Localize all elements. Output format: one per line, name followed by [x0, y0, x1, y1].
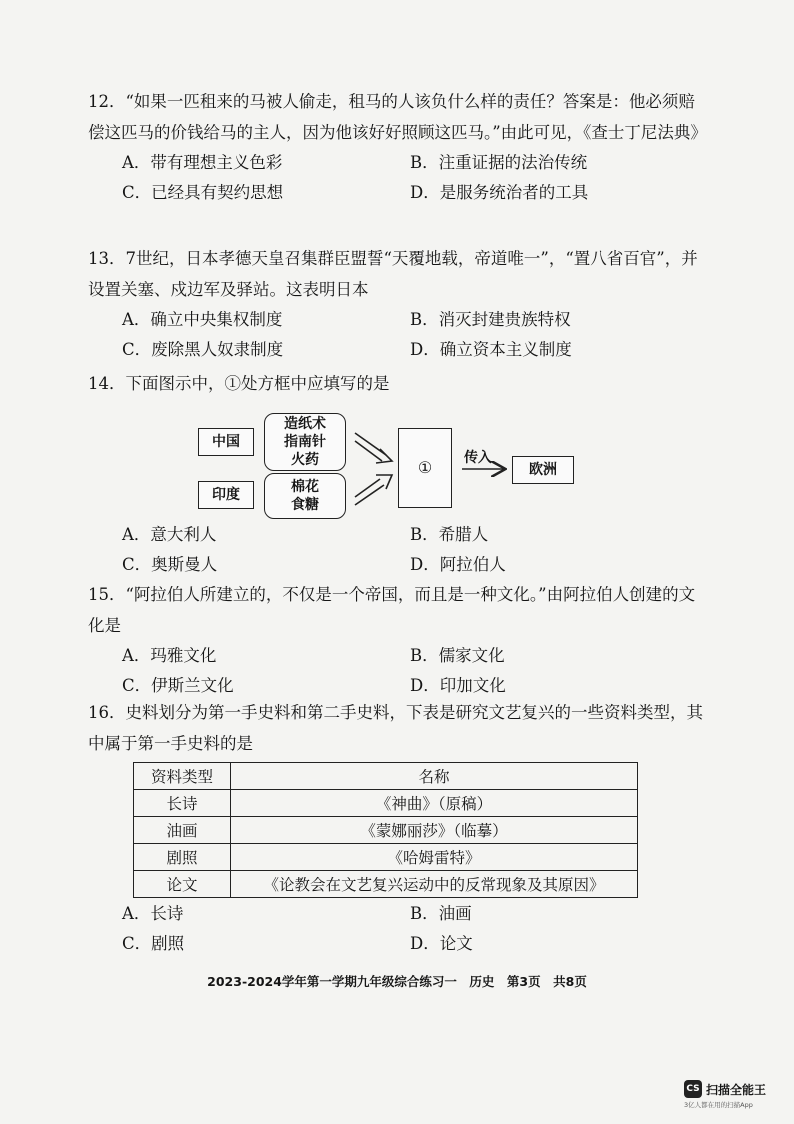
question-15-stem: 15．“阿拉伯人所建立的，不仅是一个帝国，而且是一种文化。”由阿拉伯人创建的文化是 [88, 585, 696, 635]
question-12-stem: 12．“如果一匹租来的马被人偷走，租马的人该负什么样的责任？答案是：他必须赔偿这匹马的价钱给马的主人，因为他该好好照顾这匹马。”由此可见，《查士丁尼法典》 [88, 92, 707, 142]
option-a[interactable]: A．带有理想主义色彩 [122, 153, 283, 172]
question-16-stem: 16．史料划分为第一手史料和第二手史料，下表是研究文艺复兴的一些资料类型，其中属于第一手史料的是 [88, 703, 703, 753]
option-d[interactable]: D．确立资本主义制度 [410, 340, 572, 359]
question-14-options [88, 520, 708, 580]
table-cell: 油画 [134, 817, 231, 844]
question-12-options [88, 148, 708, 208]
box-china: 中国 [198, 428, 254, 456]
option-b[interactable]: B．消灭封建贵族特权 [410, 310, 571, 329]
box-europe: 欧洲 [512, 456, 574, 484]
arrow-label: 传入 [464, 450, 492, 466]
table-row [134, 790, 638, 817]
watermark-tagline: 3亿人都在用的扫描App [684, 1101, 753, 1109]
option-c[interactable]: C．废除黑人奴隶制度 [122, 340, 284, 359]
option-a[interactable]: A．玛雅文化 [122, 646, 217, 665]
option-d[interactable]: D．阿拉伯人 [410, 555, 506, 574]
table-cell: 剧照 [134, 844, 231, 871]
table-row [134, 844, 638, 871]
option-a[interactable]: A．确立中央集权制度 [122, 310, 283, 329]
table-cell: 长诗 [134, 790, 231, 817]
option-b[interactable]: B．希腊人 [410, 525, 489, 544]
question-12 [88, 86, 708, 208]
box-india-goods: 棉花 食糖 [264, 473, 346, 519]
option-b[interactable]: B．注重证据的法治传统 [410, 153, 588, 172]
box-india: 印度 [198, 481, 254, 509]
table-cell: 《哈姆雷特》 [231, 844, 638, 871]
question-13-stem: 13．7世纪，日本孝德天皇召集群臣盟誓“天覆地载，帝道唯一”，“置八省百官”，并设置关塞、戍边军及驿站。这表明日本 [88, 249, 698, 299]
question-16-options [88, 899, 708, 959]
question-15 [88, 579, 708, 701]
option-c[interactable]: C．奥斯曼人 [122, 555, 218, 574]
table-row [134, 817, 638, 844]
arrow-india-to-center [355, 475, 392, 505]
table-header: 名称 [231, 763, 638, 790]
table-header: 资料类型 [134, 763, 231, 790]
camscanner-logo-icon: CS [684, 1080, 702, 1098]
source-table [133, 762, 638, 898]
question-16-options-block [88, 899, 708, 959]
table-cell: 《蒙娜丽莎》（临摹） [231, 817, 638, 844]
arrow-china-to-center [355, 433, 392, 463]
option-d[interactable]: D．是服务统治者的工具 [410, 183, 589, 202]
option-c[interactable]: C．剧照 [122, 934, 185, 953]
table-cell: 论文 [134, 871, 231, 898]
watermark-name: 扫描全能王 [706, 1082, 767, 1097]
box-china-inventions: 造纸术 指南针 火药 [264, 413, 346, 471]
option-b[interactable]: B．儒家文化 [410, 646, 505, 665]
question-13 [88, 243, 708, 365]
page-footer: 2023-2024学年第一学期九年级综合练习一 历史 第3页 共8页 [207, 974, 587, 989]
question-15-options [88, 641, 708, 701]
table-row [134, 871, 638, 898]
option-a[interactable]: A．长诗 [122, 904, 184, 923]
question-14-stem: 14．下面图示中，①处方框中应填写的是 [88, 374, 390, 393]
option-d[interactable]: D．印加文化 [410, 676, 506, 695]
option-c[interactable]: C．已经具有契约思想 [122, 183, 284, 202]
option-c[interactable]: C．伊斯兰文化 [122, 676, 234, 695]
table-header-row [134, 763, 638, 790]
option-a[interactable]: A．意大利人 [122, 525, 217, 544]
question-16 [88, 697, 708, 759]
question-14 [88, 368, 708, 399]
scanner-watermark [684, 1080, 784, 1109]
box-blank-1: ① [398, 428, 452, 508]
table-cell: 《神曲》（原稿） [231, 790, 638, 817]
trade-diagram [198, 413, 588, 523]
question-14-options-block [88, 520, 708, 580]
option-b[interactable]: B．油画 [410, 904, 472, 923]
question-13-options [88, 305, 708, 365]
option-d[interactable]: D．论文 [410, 934, 473, 953]
table-cell: 《论教会在文艺复兴运动中的反常现象及其原因》 [231, 871, 638, 898]
